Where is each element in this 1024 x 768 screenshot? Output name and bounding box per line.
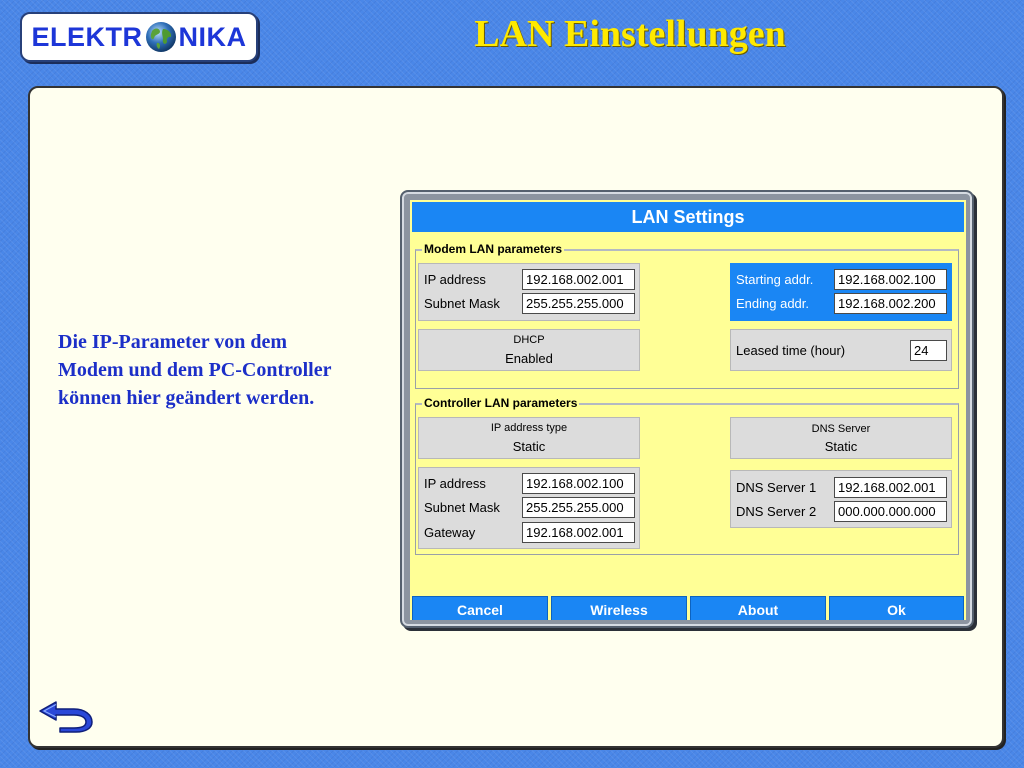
ip-type-toggle[interactable] [418,417,640,459]
starting-addr-field[interactable]: 192.168.002.100 [834,269,947,290]
controller-group-label: Controller LAN parameters [424,396,578,410]
ending-addr-label: Ending addr. [736,296,810,311]
about-button[interactable]: About [690,596,826,620]
leased-time-label: Leased time (hour) [736,343,846,358]
return-arrow-icon[interactable] [36,698,94,734]
ip-type-value: Static [512,439,546,454]
wireless-button[interactable]: Wireless [551,596,687,620]
gateway-label: Gateway [424,525,476,540]
dhcp-value: Enabled [505,351,553,366]
ending-addr-field[interactable]: 192.168.002.200 [834,293,947,314]
dhcp-label: DHCP [513,334,545,346]
slide-title: LAN Einstellungen [474,13,786,55]
modem-ip-label: IP address [424,272,486,287]
controller-subnet-field[interactable]: 255.255.255.000 [522,497,635,518]
leased-time-panel [730,329,952,371]
lan-settings-dialog [400,190,974,628]
dns-servers-panel [730,470,952,528]
modem-ip-panel [418,263,640,321]
dhcp-toggle[interactable] [418,329,640,371]
modem-subnet-field[interactable]: 255.255.255.000 [522,293,635,314]
dns-server-label: DNS Server [811,423,871,435]
dns2-field[interactable]: 000.000.000.000 [834,501,947,522]
description-line: Modem und dem PC-Controller [58,359,332,381]
modem-group-label: Modem LAN parameters [424,242,563,256]
dns2-label: DNS Server 2 [736,504,817,519]
gateway-field[interactable]: 192.168.002.001 [522,522,635,543]
dialog-title: LAN Settings [412,202,964,232]
dns-server-value: Static [824,439,858,454]
logo [20,12,258,62]
controller-ip-label: IP address [424,476,486,491]
ip-type-label: IP address type [490,422,568,434]
leased-time-field[interactable]: 24 [910,340,947,361]
dialog-buttons [412,596,964,620]
dhcp-range-panel [730,263,952,321]
description-line: können hier geändert werden. [58,387,315,409]
description [58,328,388,412]
dialog-screen [410,200,966,620]
logo-text-right: NIKA [178,21,247,52]
dns1-field[interactable]: 192.168.002.001 [834,477,947,498]
controller-ip-panel [418,467,640,549]
logo-text-left: ELEKTR [31,21,143,52]
globe-icon [145,21,177,53]
dns-server-toggle[interactable] [730,417,952,459]
ok-button[interactable]: Ok [829,596,964,620]
controller-subnet-label: Subnet Mask [424,500,500,515]
controller-ip-field[interactable]: 192.168.002.100 [522,473,635,494]
cancel-button[interactable]: Cancel [412,596,548,620]
dns1-label: DNS Server 1 [736,480,817,495]
modem-subnet-label: Subnet Mask [424,296,500,311]
modem-ip-field[interactable]: 192.168.002.001 [522,269,635,290]
starting-addr-label: Starting addr. [736,272,814,287]
description-line: Die IP-Parameter von dem [58,331,288,353]
